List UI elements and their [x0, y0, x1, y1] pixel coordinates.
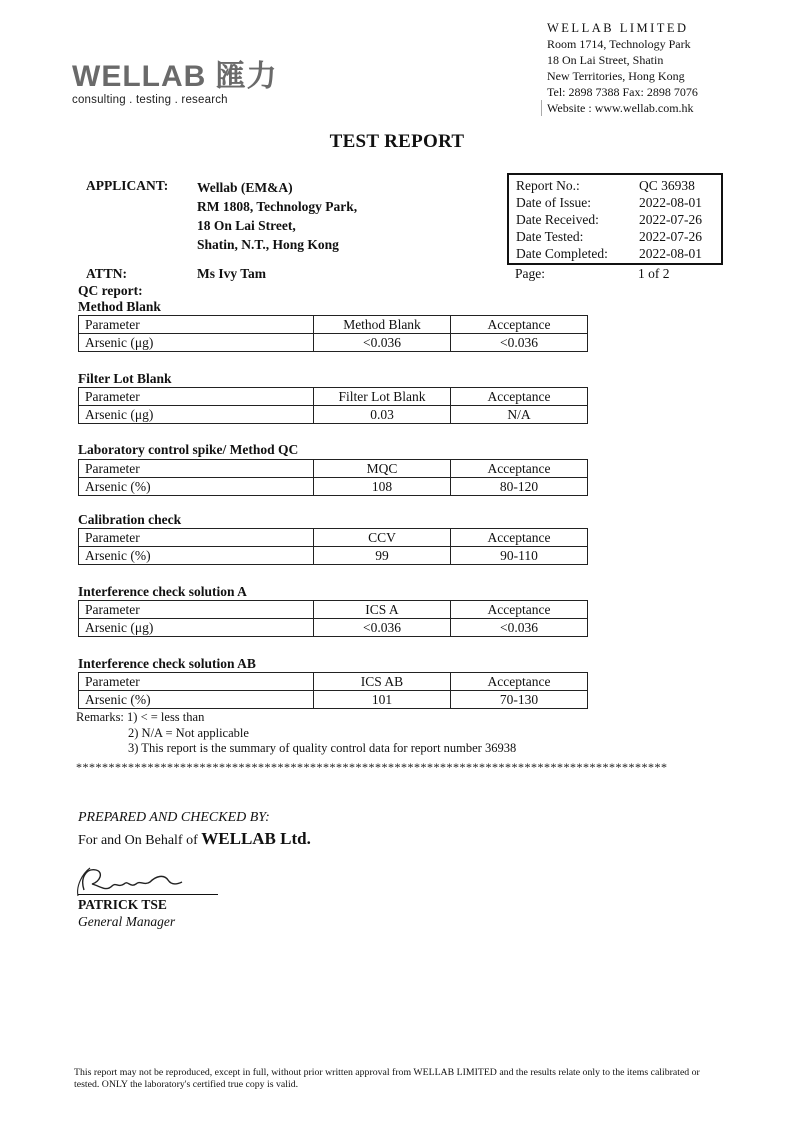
- table-header-row: [79, 673, 588, 691]
- table-header-row: [79, 460, 588, 478]
- applicant-line: Wellab (EM&A): [197, 180, 293, 195]
- table-cell: N/A: [451, 406, 588, 424]
- date-completed-label: Date Completed:: [516, 246, 608, 261]
- logo-wordmark: WELLAB 匯力: [72, 60, 278, 93]
- table-header-cell: Parameter: [79, 388, 314, 406]
- table-cell: Arsenic (μg): [79, 406, 314, 424]
- table-header-cell: ICS AB: [314, 673, 451, 691]
- table-cell: 108: [314, 478, 451, 496]
- report-no-label: Report No.:: [516, 178, 580, 193]
- table-header-cell: CCV: [314, 529, 451, 547]
- table-row: [79, 334, 588, 352]
- on-behalf-line: [78, 829, 311, 849]
- filter-lot-blank-table: [78, 387, 588, 424]
- footer-disclaimer: This report may not be reproduced, except in full, without prior written approval from WELLAB LIMITED and the results relate only to the items calibrated or tested. ONLY the laboratory's certified true copy is valid.: [74, 1067, 700, 1090]
- prepared-label: PREPARED AND CHECKED BY:: [78, 810, 270, 825]
- signer-name: PATRICK TSE: [78, 897, 167, 912]
- company-address-block: [547, 20, 698, 116]
- table-cell: Arsenic (μg): [79, 619, 314, 637]
- handwritten-signature: [70, 862, 200, 898]
- table-row: [79, 619, 588, 637]
- separator-line: *******************************************************************************************: [76, 760, 668, 774]
- company-logo: [72, 62, 278, 106]
- applicant-label: APPLICANT:: [86, 178, 169, 193]
- table-header-cell: ICS A: [314, 601, 451, 619]
- date-of-issue-value: 2022-08-01: [639, 195, 702, 210]
- remark-line: 2) N/A = Not applicable: [128, 725, 249, 740]
- page-number: 1 of 2: [638, 266, 670, 281]
- attn-value: Ms Ivy Tam: [197, 266, 267, 281]
- table-header-cell: Acceptance: [451, 460, 588, 478]
- page-title: TEST REPORT: [329, 131, 465, 152]
- address-line: 18 On Lai Street, Shatin: [547, 53, 664, 67]
- date-tested-label: Date Tested:: [516, 229, 584, 244]
- table-cell: 70-130: [451, 691, 588, 709]
- website: Website : www.wellab.com.hk: [547, 101, 694, 115]
- table-header-cell: Acceptance: [451, 601, 588, 619]
- applicant-line: Shatin, N.T., Hong Kong: [197, 237, 339, 252]
- applicant-address: [197, 178, 357, 254]
- date-received-value: 2022-07-26: [639, 212, 702, 227]
- table-cell: Arsenic (%): [79, 547, 314, 565]
- ics-a-table: [78, 600, 588, 637]
- date-received-label: Date Received:: [516, 212, 599, 227]
- table-cell: Arsenic (μg): [79, 334, 314, 352]
- calibration-check-table: [78, 528, 588, 565]
- date-tested-value: 2022-07-26: [639, 229, 702, 244]
- table-header-cell: Parameter: [79, 460, 314, 478]
- phone-fax: Tel: 2898 7388 Fax: 2898 7076: [547, 85, 698, 99]
- table-cell: <0.036: [314, 619, 451, 637]
- table-cell: 101: [314, 691, 451, 709]
- table-cell: <0.036: [451, 334, 588, 352]
- table-header-cell: Acceptance: [451, 316, 588, 334]
- table-cell: 80-120: [451, 478, 588, 496]
- section-heading-ics-a: Interference check solution A: [78, 584, 247, 599]
- table-header-row: [79, 601, 588, 619]
- table-row: [79, 691, 588, 709]
- section-heading-ics-ab: Interference check solution AB: [78, 656, 256, 671]
- method-blank-table: [78, 315, 588, 352]
- table-header-cell: Acceptance: [451, 529, 588, 547]
- signature-line: [78, 894, 218, 895]
- table-header-row: [79, 529, 588, 547]
- date-of-issue-label: Date of Issue:: [516, 195, 591, 210]
- report-no-value: QC 36938: [639, 178, 695, 193]
- table-cell: 90-110: [451, 547, 588, 565]
- table-header-cell: Parameter: [79, 601, 314, 619]
- table-cell: 99: [314, 547, 451, 565]
- applicant-line: 18 On Lai Street,: [197, 218, 296, 233]
- table-cell: Arsenic (%): [79, 691, 314, 709]
- applicant-line: RM 1808, Technology Park,: [197, 199, 358, 214]
- date-completed-value: 2022-08-01: [639, 246, 702, 261]
- table-header-row: [79, 316, 588, 334]
- remark-line: 3) This report is the summary of quality control data for report number 36938: [128, 741, 517, 755]
- table-header-cell: Parameter: [79, 673, 314, 691]
- table-cell: <0.036: [451, 619, 588, 637]
- on-behalf-company: WELLAB Ltd.: [201, 829, 311, 848]
- attn-label: ATTN:: [86, 266, 128, 281]
- divider: [541, 100, 542, 116]
- address-line: Room 1714, Technology Park: [547, 37, 691, 51]
- table-header-cell: Parameter: [79, 316, 314, 334]
- table-header-cell: MQC: [314, 460, 451, 478]
- table-cell: <0.036: [314, 334, 451, 352]
- remark-line: Remarks: 1) < = less than: [76, 710, 205, 724]
- qc-report-label: QC report:: [78, 283, 143, 298]
- remarks: [76, 710, 516, 757]
- on-behalf-prefix: For and On Behalf of: [78, 833, 202, 848]
- table-header-cell: Acceptance: [451, 673, 588, 691]
- signer-title: General Manager: [78, 914, 176, 929]
- table-row: [79, 547, 588, 565]
- section-heading-filter-lot-blank: Filter Lot Blank: [78, 371, 172, 386]
- method-qc-table: [78, 459, 588, 496]
- table-row: [79, 478, 588, 496]
- address-line: New Territories, Hong Kong: [547, 69, 685, 83]
- table-header-row: [79, 388, 588, 406]
- section-heading-method-qc: Laboratory control spike/ Method QC: [78, 442, 299, 457]
- ics-ab-table: [78, 672, 588, 709]
- table-header-cell: Method Blank: [314, 316, 451, 334]
- table-cell: Arsenic (%): [79, 478, 314, 496]
- section-heading-calibration-check: Calibration check: [78, 512, 182, 527]
- table-row: [79, 406, 588, 424]
- table-header-cell: Acceptance: [451, 388, 588, 406]
- table-header-cell: Parameter: [79, 529, 314, 547]
- page-label: Page:: [515, 266, 545, 281]
- report-info-box: [507, 173, 723, 265]
- section-heading-method-blank: Method Blank: [78, 299, 161, 314]
- table-header-cell: Filter Lot Blank: [314, 388, 451, 406]
- company-name: WELLAB LIMITED: [547, 21, 689, 35]
- table-cell: 0.03: [314, 406, 451, 424]
- logo-tagline: consulting . testing . research: [72, 94, 228, 106]
